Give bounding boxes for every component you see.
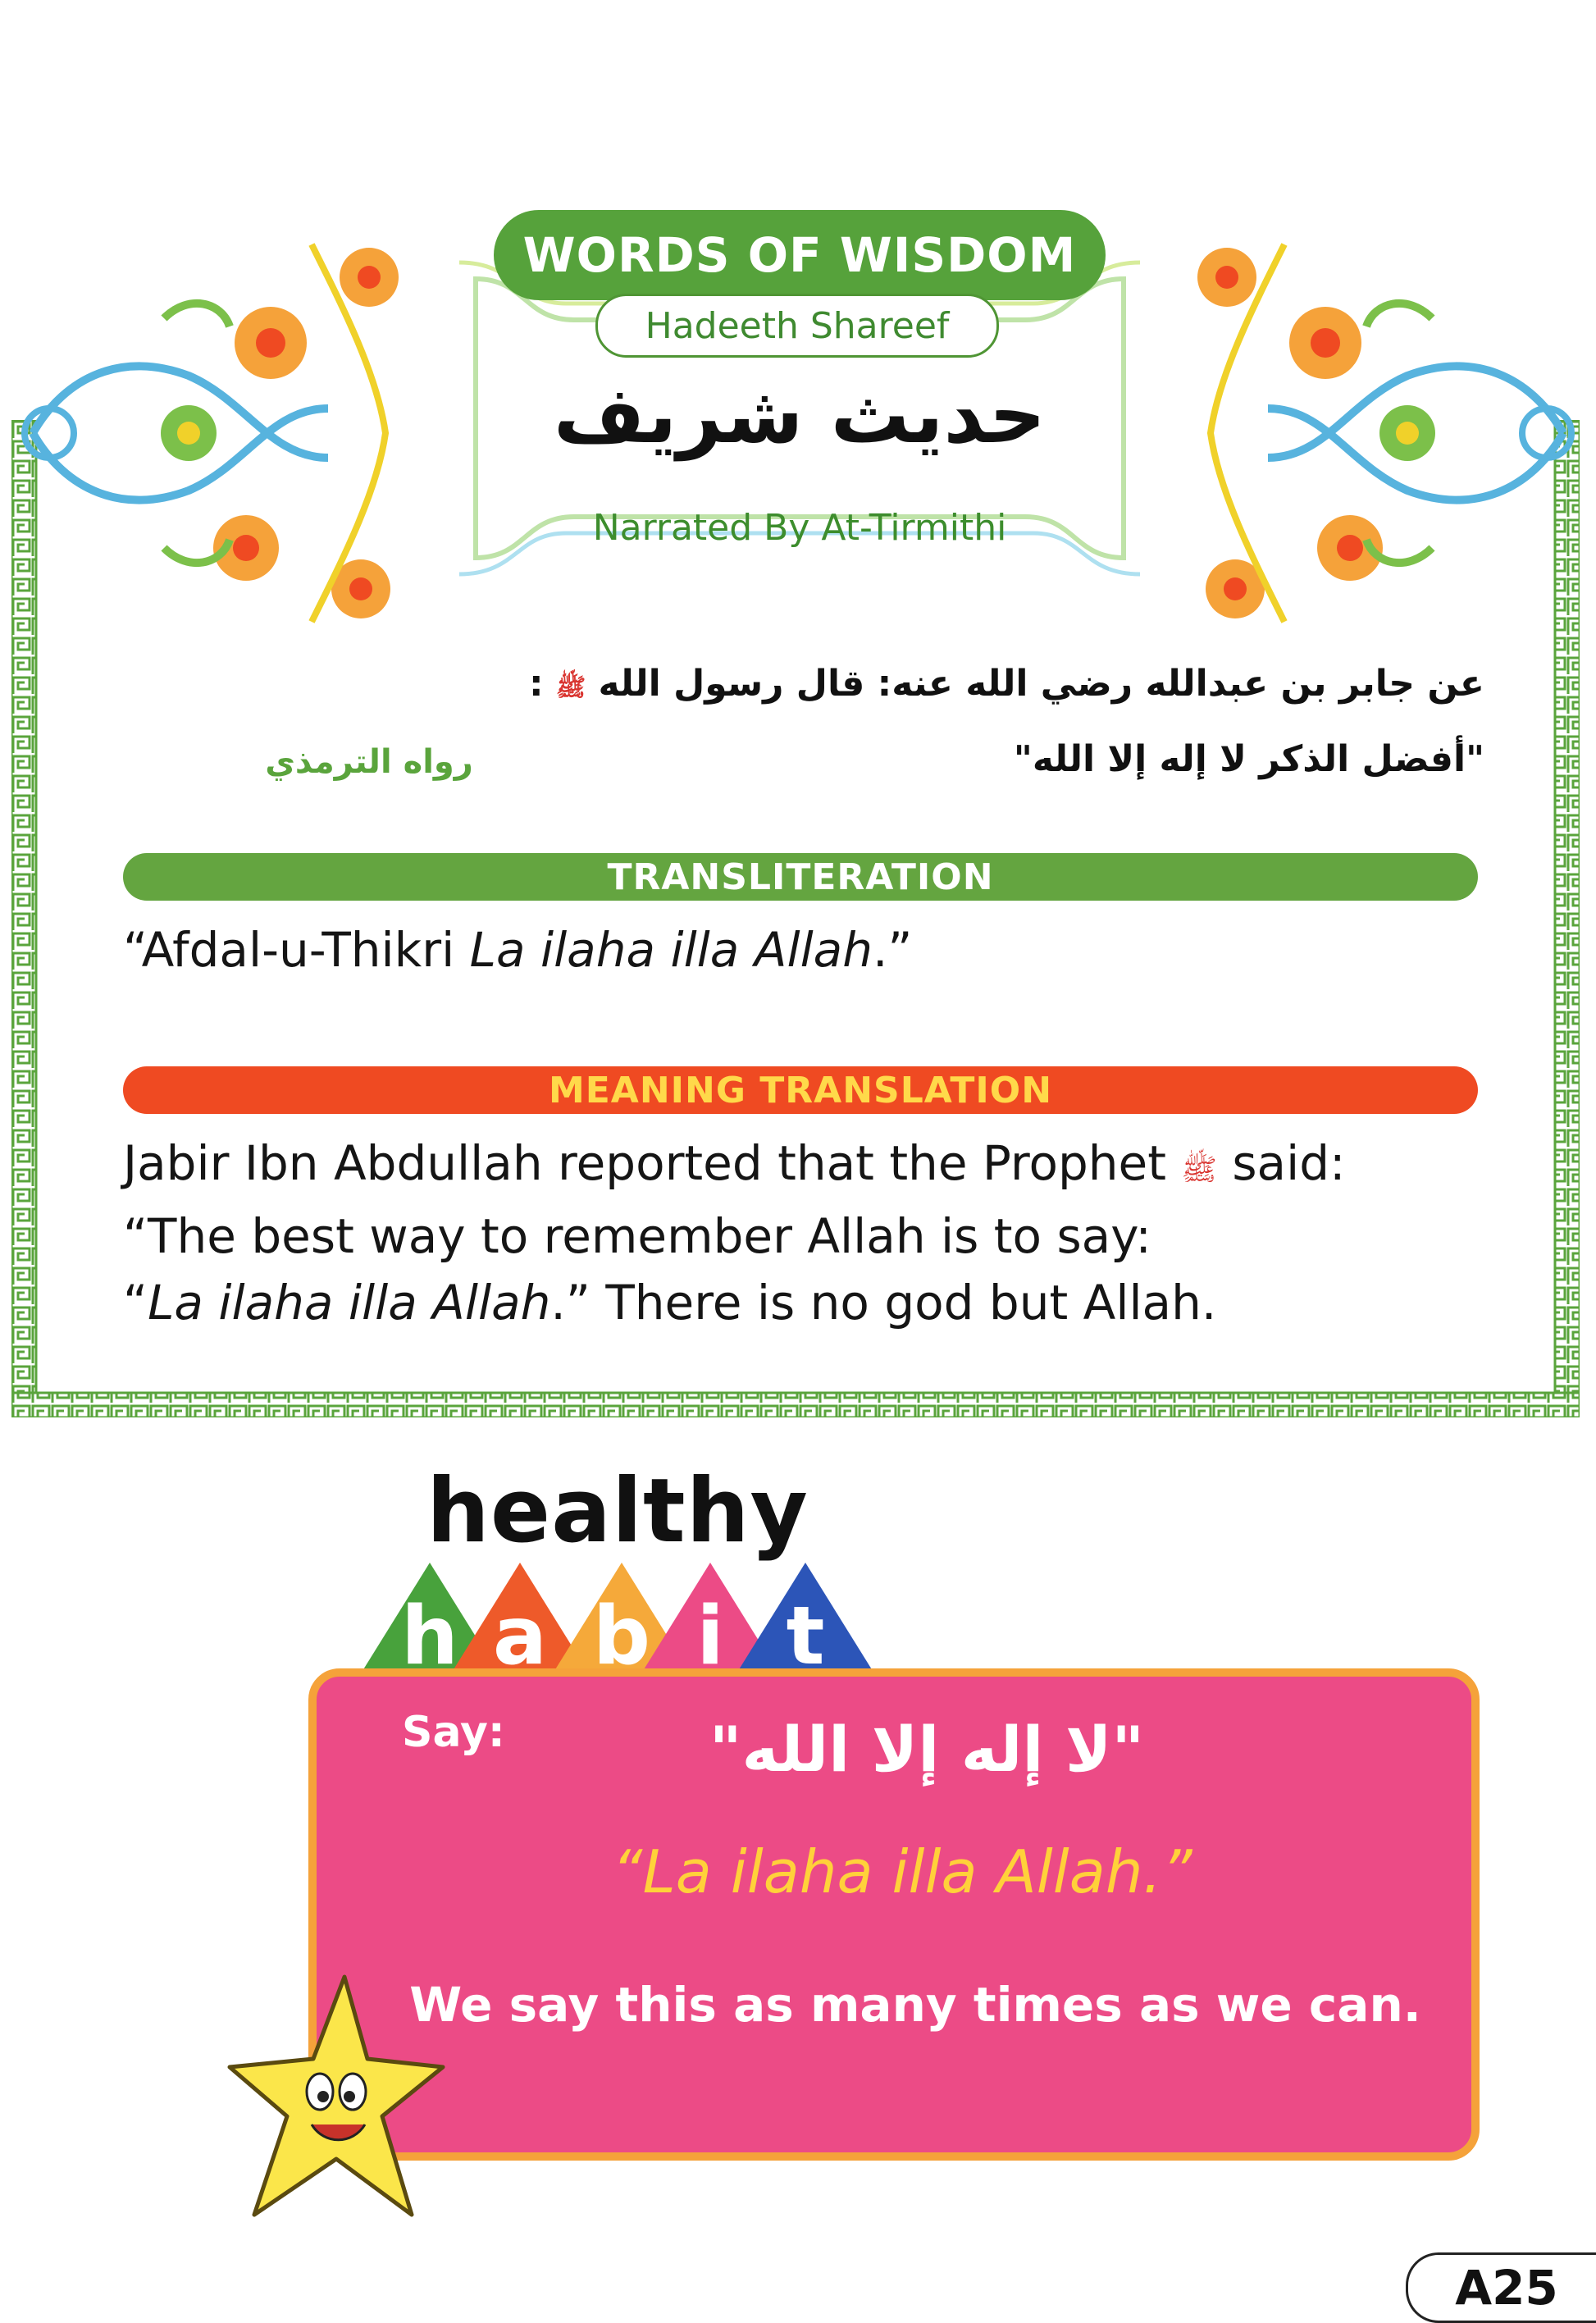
- transliteration-banner: TRANSLITERATION: [123, 853, 1478, 901]
- arabic-narration-text: عن جابر بن عبدالله رضي الله عنه: قال رسول الله: [598, 663, 1484, 705]
- arabic-narration-line2: "أفضل الذكر لا إله إلا الله": [1013, 738, 1484, 780]
- meaning-line1-b: said:: [1216, 1135, 1346, 1191]
- arabic-colon: :: [529, 663, 544, 705]
- translit-part-b: La ilaha illa Allah: [469, 922, 873, 978]
- arabic-title: حديث شريف: [553, 369, 1047, 461]
- meaning-line3-c: .” There is no god but Allah.: [550, 1275, 1217, 1330]
- habit-letter-t: t: [786, 1590, 825, 1683]
- page-number: A25: [1406, 2252, 1596, 2323]
- habit-letter-b: b: [592, 1590, 651, 1683]
- meaning-line1: [123, 1130, 1501, 1203]
- arabic-reference: رواه الترمذي: [265, 743, 473, 781]
- meaning-line3-a: “: [123, 1275, 148, 1330]
- habit-letter-i: i: [696, 1590, 724, 1683]
- translit-part-a: “Afdal-u-Thikri: [123, 922, 470, 978]
- star-mascot-icon: [221, 1969, 451, 2231]
- translit-part-c: .”: [873, 922, 913, 978]
- salutation-glyph-2: ﷺ: [1181, 1153, 1217, 1187]
- hadeeth-shareef-subtitle: Hadeeth Shareef: [595, 294, 999, 358]
- meaning-line2: “The best way to remember Allah is to say:: [123, 1208, 1151, 1264]
- habit-letter-a: a: [492, 1590, 548, 1683]
- meaning-line3: [123, 1270, 1501, 1336]
- say-label: Say:: [402, 1708, 505, 1757]
- meaning-line3-b: La ilaha illa Allah: [148, 1275, 551, 1330]
- meaning-translation-banner: MEANING TRANSLATION: [123, 1066, 1478, 1114]
- say-note: We say this as many times as we can.: [409, 1977, 1421, 2033]
- floral-ornament-left: [0, 212, 443, 655]
- floral-ornament-right: [1153, 212, 1596, 655]
- meaning-text: [123, 1130, 1501, 1336]
- say-arabic: "لا إله إلا الله": [709, 1713, 1145, 1786]
- arabic-narration-line1: [426, 663, 1484, 728]
- healthy-heading: healthy: [426, 1460, 809, 1563]
- narrated-by: Narrated By At-Tirmithi: [592, 507, 1007, 549]
- meaning-line1-a: Jabir Ibn Abdullah reported that the Prophet: [123, 1135, 1182, 1191]
- say-transliteration: “La ilaha illa Allah.”: [612, 1837, 1192, 1906]
- transliteration-text: [123, 917, 1501, 984]
- habit-letter-h: h: [401, 1590, 458, 1683]
- salutation-glyph: ﷺ: [555, 673, 586, 702]
- words-of-wisdom-title: WORDS OF WISDOM: [494, 210, 1106, 300]
